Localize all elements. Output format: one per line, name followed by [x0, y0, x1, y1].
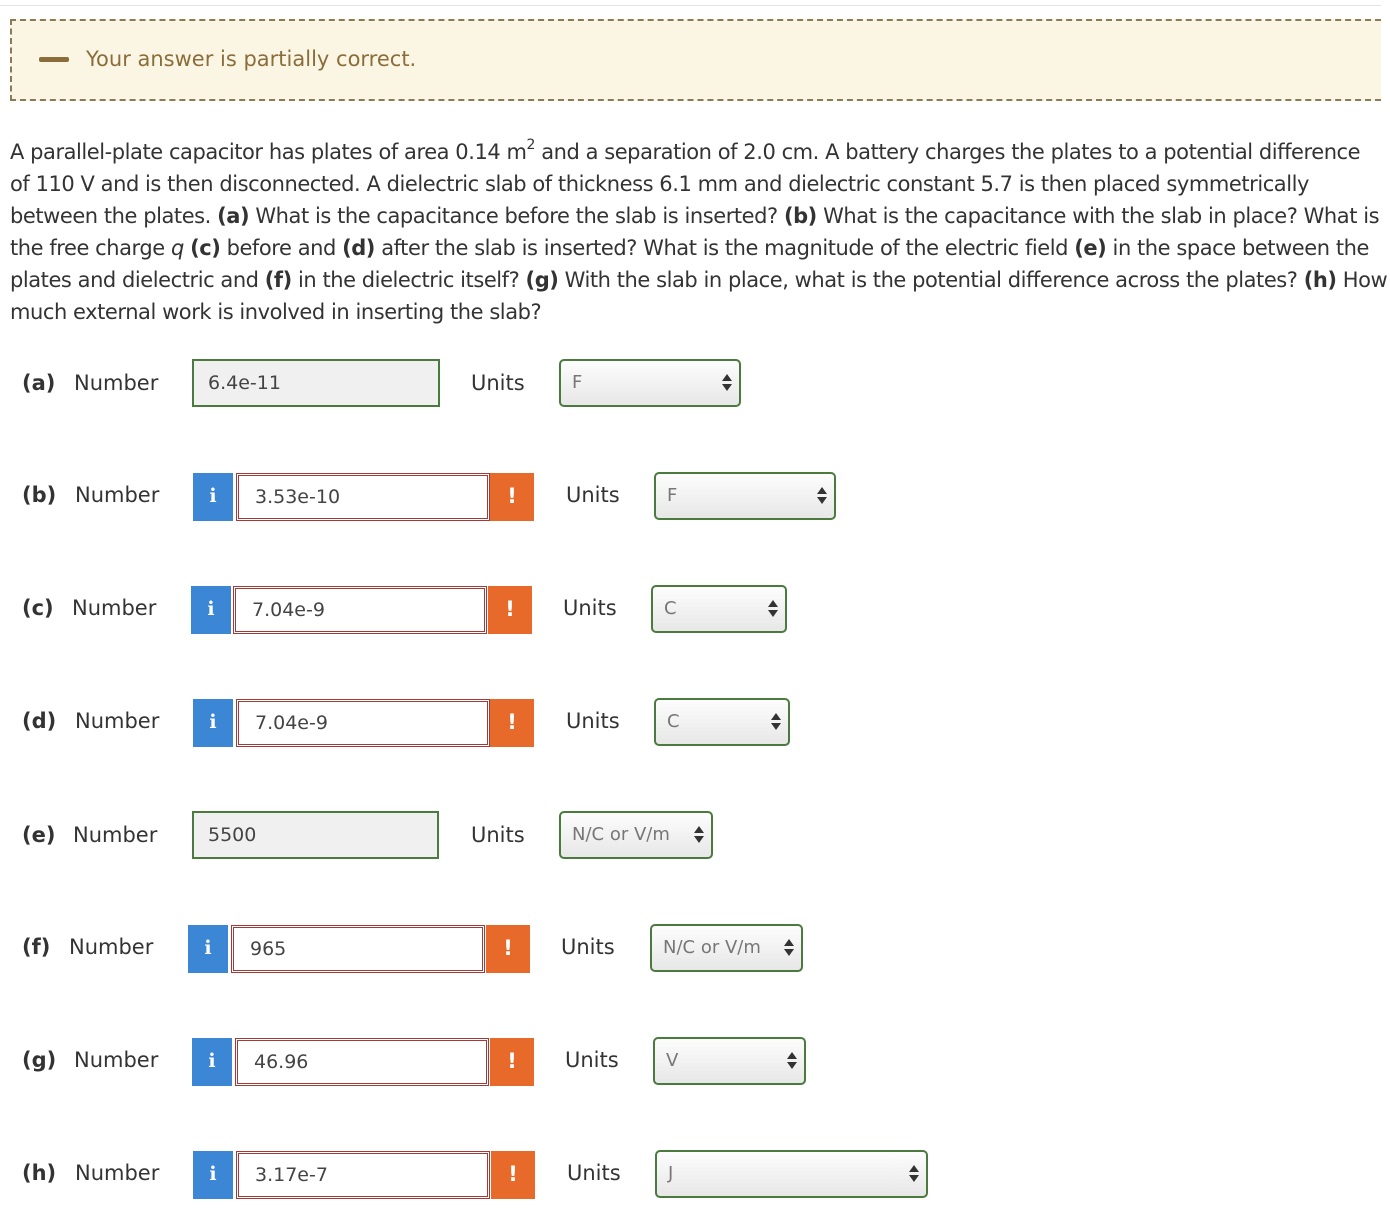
exclamation-icon[interactable]: ! [490, 473, 534, 521]
top-divider [0, 5, 1381, 6]
answer-row-b [0, 471, 1381, 521]
question-line: A parallel-plate capacitor has plates of area 0.14 $m^2$ and a separation of 2.0 cm. A battery charges the plates to a potential difference [10, 137, 1361, 164]
units-label: Units [471, 371, 525, 395]
updown-arrows-icon [694, 826, 704, 844]
units-select[interactable] [651, 585, 787, 633]
answer-row-c [0, 584, 1381, 634]
exclamation-icon[interactable]: ! [490, 699, 534, 747]
question-text [10, 136, 1390, 328]
updown-arrows-icon [787, 1052, 797, 1070]
number-label: Number [69, 935, 154, 959]
units-select-value: F [572, 372, 583, 393]
info-icon[interactable]: i [192, 1038, 232, 1086]
number-label: Number [72, 596, 157, 620]
units-select-value: C [667, 711, 680, 732]
units-select-value: C [664, 598, 677, 619]
number-input[interactable]: 3.17e-7 [236, 1151, 490, 1199]
number-input[interactable]: 7.04e-9 [236, 699, 490, 747]
answer-row-f [0, 923, 1381, 973]
answer-row-g [0, 1036, 1381, 1086]
number-input[interactable]: 6.4e-11 [192, 359, 440, 407]
part-label: (d) [22, 709, 57, 733]
exclamation-icon[interactable]: ! [488, 586, 532, 634]
part-label: (b) [22, 483, 57, 507]
info-icon[interactable]: i [193, 1151, 233, 1199]
info-icon[interactable]: i [193, 699, 233, 747]
part-label: (a) [22, 371, 56, 395]
exclamation-icon[interactable]: ! [490, 1038, 534, 1086]
updown-arrows-icon [722, 374, 732, 392]
number-label: Number [74, 1048, 159, 1072]
minus-icon [39, 57, 69, 62]
part-label: (e) [22, 823, 56, 847]
part-label: (h) [22, 1161, 57, 1185]
question-line: between the plates. (a) What is the capacitance before the slab is inserted? (b) What is the capacitance with the slab in place? What is [10, 204, 1380, 228]
units-select-value: N/C or V/m [572, 824, 670, 845]
units-select[interactable] [654, 472, 836, 520]
part-label: (f) [22, 935, 51, 959]
units-label: Units [563, 596, 617, 620]
units-select[interactable] [654, 698, 790, 746]
exclamation-icon[interactable]: ! [486, 925, 530, 973]
updown-arrows-icon [784, 939, 794, 957]
answer-row-d [0, 697, 1381, 747]
units-label: Units [561, 935, 615, 959]
answer-row-h [0, 1149, 1381, 1199]
part-label: (c) [22, 596, 54, 620]
units-label: Units [471, 823, 525, 847]
updown-arrows-icon [817, 487, 827, 505]
units-select-value: J [668, 1163, 674, 1184]
info-icon[interactable]: i [193, 473, 233, 521]
exclamation-icon[interactable]: ! [491, 1151, 535, 1199]
updown-arrows-icon [909, 1165, 919, 1183]
question-line: much external work is involved in inserting the slab? [10, 300, 542, 324]
partial-correct-banner [10, 19, 1381, 101]
units-select[interactable] [655, 1150, 928, 1198]
units-select[interactable] [559, 811, 713, 859]
number-input[interactable]: 3.53e-10 [236, 473, 490, 521]
updown-arrows-icon [771, 713, 781, 731]
units-select-value: F [667, 485, 678, 506]
number-label: Number [75, 709, 160, 733]
units-label: Units [565, 1048, 619, 1072]
number-input[interactable]: 46.96 [235, 1038, 489, 1086]
info-icon[interactable]: i [191, 586, 231, 634]
units-select[interactable] [650, 924, 803, 972]
number-input[interactable]: 5500 [192, 811, 439, 859]
number-label: Number [75, 483, 160, 507]
answer-row-e [0, 811, 1381, 861]
number-label: Number [73, 823, 158, 847]
units-label: Units [566, 709, 620, 733]
banner-message: Your answer is partially correct. [86, 47, 417, 71]
units-label: Units [567, 1161, 621, 1185]
answer-row-a [0, 359, 1381, 409]
number-label: Number [75, 1161, 160, 1185]
number-input[interactable]: 7.04e-9 [233, 586, 487, 634]
number-input[interactable]: 965 [231, 925, 485, 973]
number-label: Number [74, 371, 159, 395]
question-line: of 110 V and is then disconnected. A dielectric slab of thickness 6.1 mm and dielectric constant 5.7 is then placed symmetrically [10, 172, 1309, 196]
part-label: (g) [22, 1048, 57, 1072]
info-icon[interactable]: i [188, 925, 228, 973]
units-select-value: V [666, 1050, 679, 1071]
question-line: plates and dielectric and (f) in the dielectric itself? (g) With the slab in place, what is the potential difference across the plates? (h) How [10, 268, 1388, 292]
units-select-value: N/C or V/m [663, 937, 761, 958]
units-select[interactable] [559, 359, 741, 407]
units-label: Units [566, 483, 620, 507]
updown-arrows-icon [768, 600, 778, 618]
question-line: the free charge q (c) before and (d) after the slab is inserted? What is the magnitude of the electric field (e) in the space between the [10, 236, 1369, 260]
units-select[interactable] [653, 1037, 806, 1085]
